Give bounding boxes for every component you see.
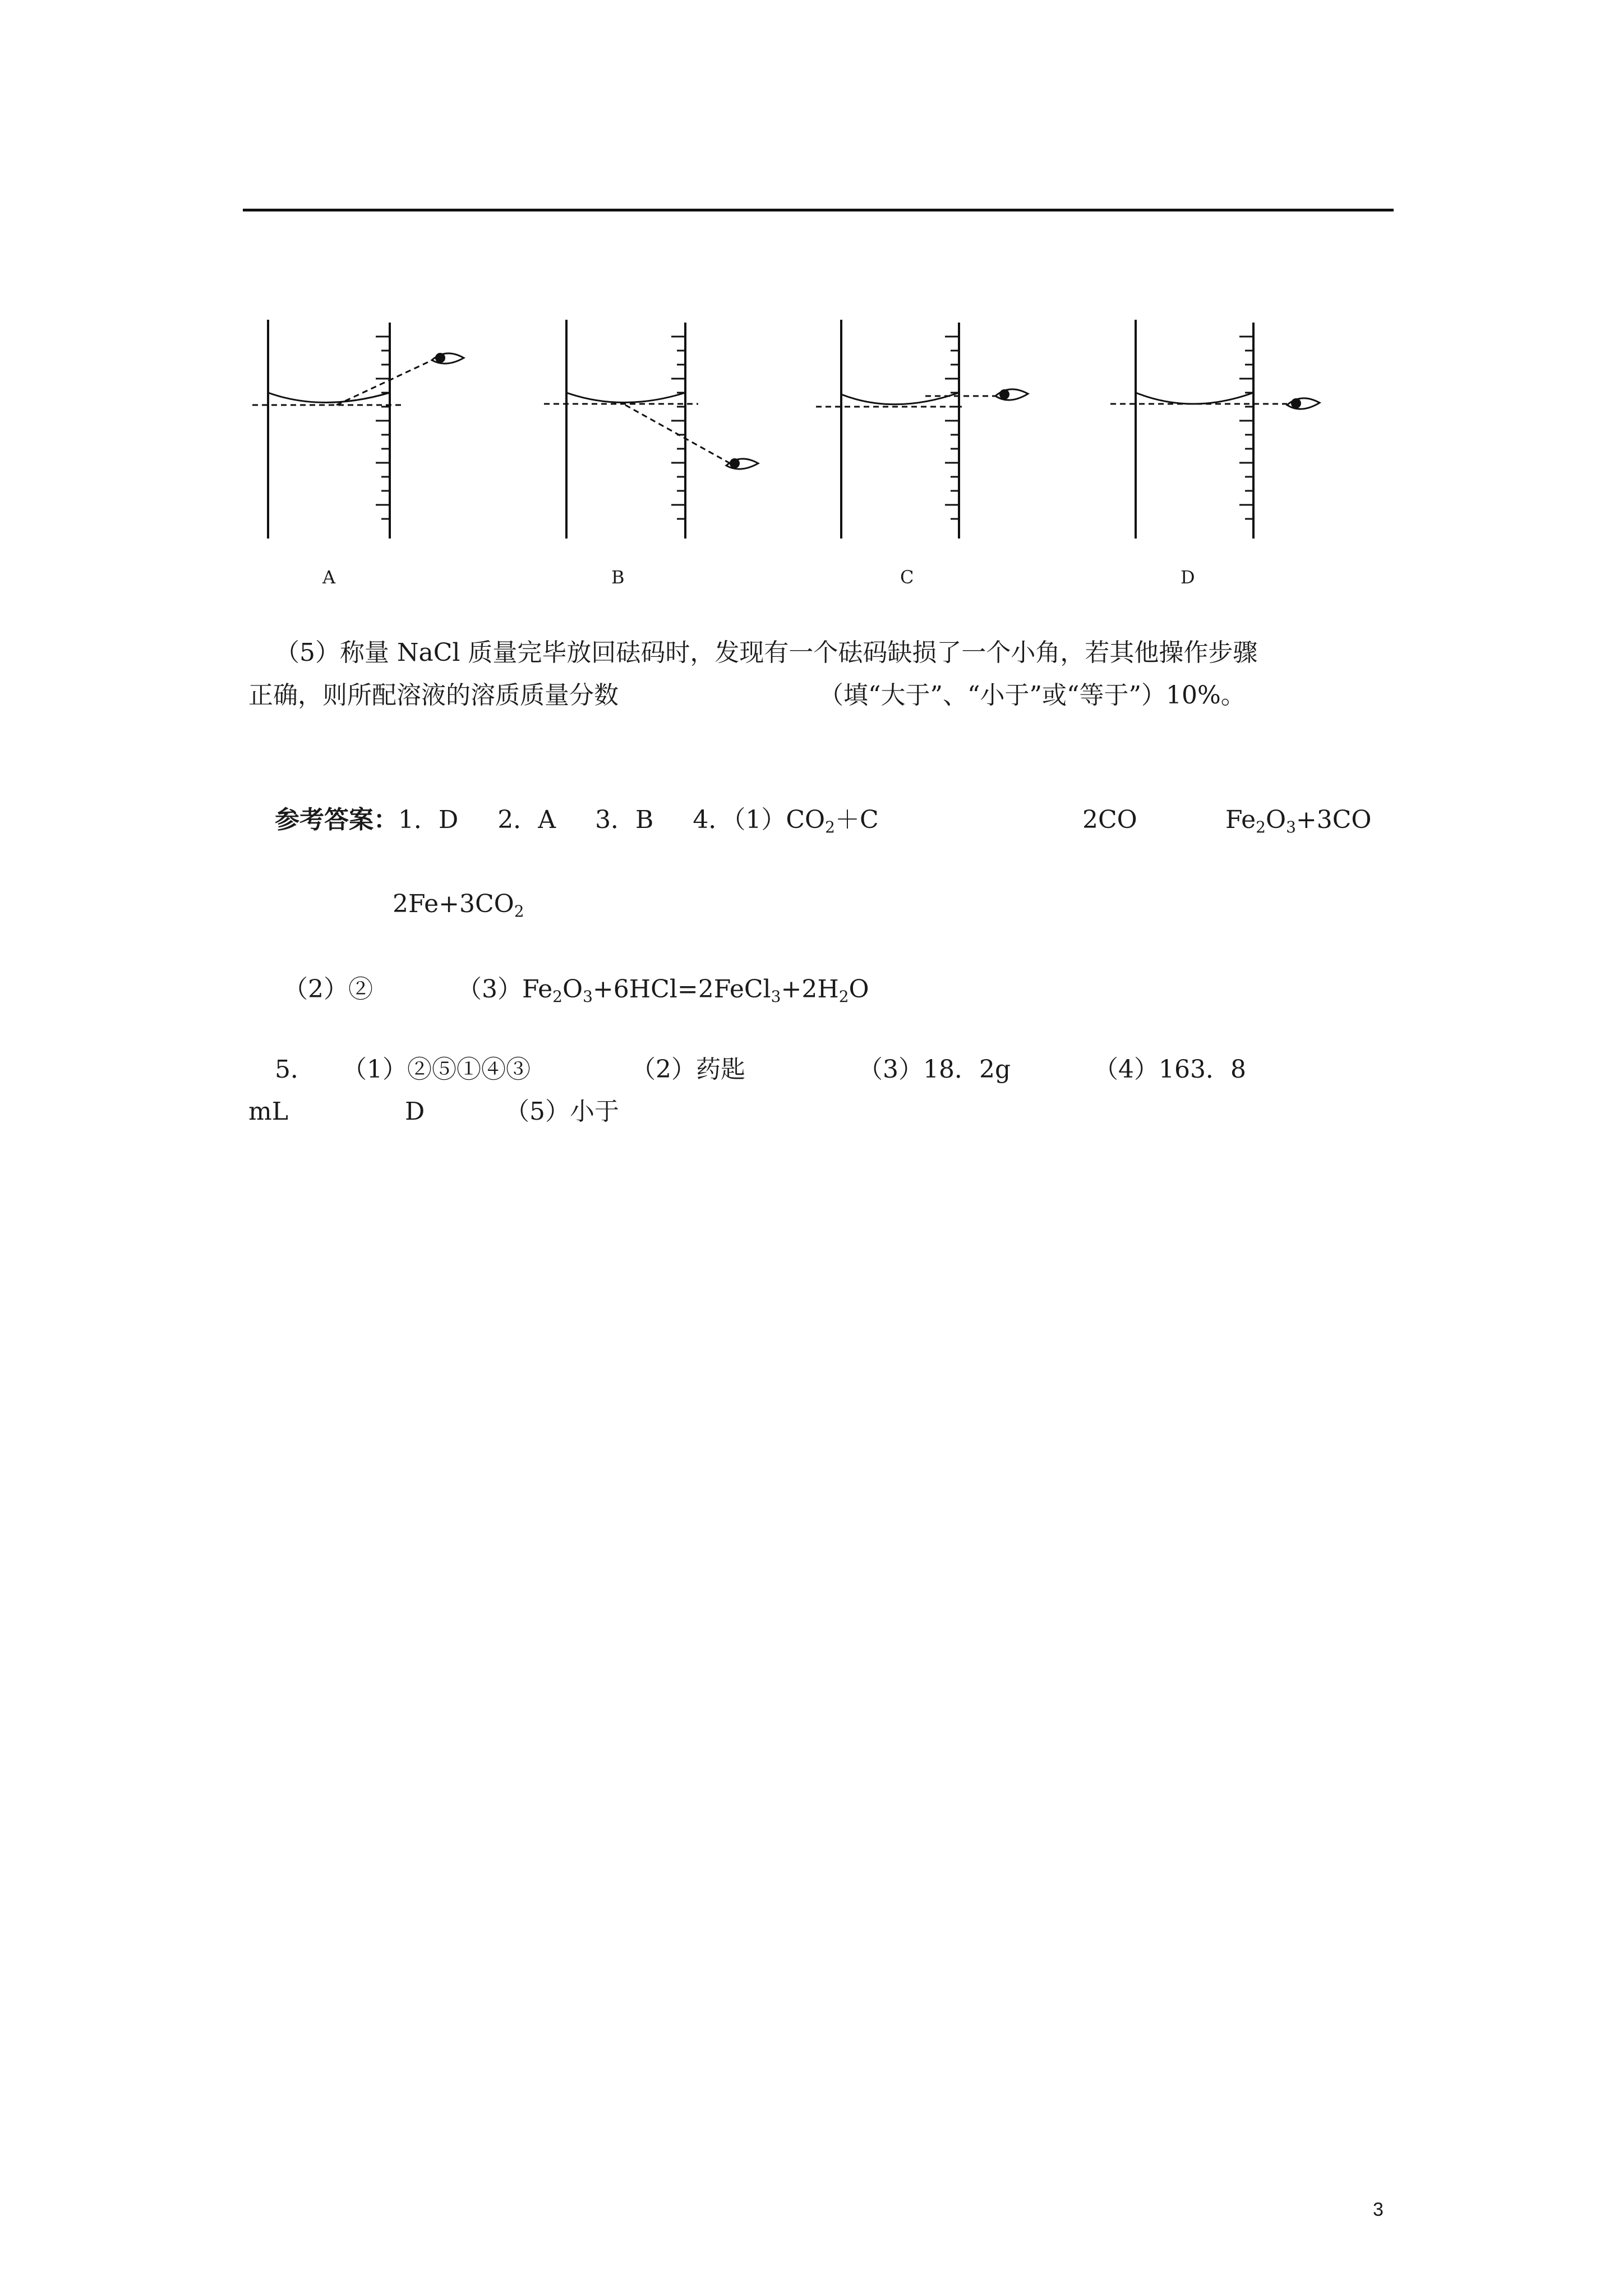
answer-4-sub: 2	[825, 818, 835, 836]
answers-heading: 参考答案：	[275, 806, 398, 834]
figure-c	[816, 314, 1052, 588]
part3-end: +2H	[781, 975, 839, 1004]
part3-sub4: 2	[838, 987, 849, 1006]
page-number: 3	[1373, 2199, 1384, 2220]
answer-4-second-equation	[1225, 806, 1372, 836]
header-rule	[243, 209, 1394, 211]
answer-4-part2: （2）②	[283, 975, 373, 1004]
answer-4-plus-c: ＋C	[834, 806, 879, 834]
answer-5-part4: （4）163．8	[1094, 1055, 1246, 1084]
figure-label-b: B	[611, 567, 625, 588]
answer-5-number: 5．	[275, 1055, 315, 1084]
answer-1: 1．D	[398, 806, 459, 834]
co2-sub: 2	[514, 902, 524, 921]
question5-line1: （5）称量 NaCl 质量完毕放回砝码时，发现有一个砝码缺损了一个小角，若其他操作步骤	[275, 638, 1258, 667]
part3-mid: +6HCl=2FeCl	[592, 975, 771, 1004]
figure-label-c: C	[900, 567, 914, 588]
part3-o: O	[562, 975, 583, 1004]
fe-sub: 2	[1256, 818, 1266, 836]
part3-end2: O	[849, 975, 869, 1004]
answer-5-part2: （2）药匙	[631, 1055, 745, 1084]
answer-2: 2．A	[497, 806, 556, 834]
answers-line1	[275, 806, 879, 836]
plus-3co: +3CO	[1295, 806, 1372, 834]
cylinder-b-graphic	[538, 314, 774, 561]
product-2fe-3co: 2Fe+3CO	[393, 890, 514, 918]
fe-symbol: Fe	[1225, 806, 1256, 834]
cylinder-a-graphic	[244, 314, 479, 561]
answer-4-part3	[457, 975, 869, 1006]
o-sub: 3	[1286, 818, 1296, 836]
figure-d	[1108, 314, 1343, 588]
answer-5-unit: mL	[248, 1097, 288, 1126]
answer-5-part3: （3）18．2g	[858, 1055, 1011, 1084]
figure-label-a: A	[322, 567, 336, 588]
question5-line2-start: 正确，则所配溶液的溶质质量分数	[248, 681, 619, 710]
part3-sub2: 3	[583, 987, 593, 1006]
o-symbol: O	[1266, 806, 1287, 834]
answer-4-reactants: 4．（1）CO	[693, 806, 826, 834]
figure-b	[538, 314, 774, 588]
answer-3: 3．B	[595, 806, 654, 834]
part3-prefix: （3）Fe	[457, 975, 553, 1004]
answer-4-second-product	[393, 890, 524, 921]
answer-4-product: 2CO	[1082, 806, 1137, 834]
part3-sub1: 2	[552, 987, 562, 1006]
cylinder-d-graphic	[1108, 314, 1343, 561]
figure-label-d: D	[1181, 567, 1195, 588]
part3-sub3: 3	[771, 987, 781, 1006]
cylinder-c-graphic	[816, 314, 1052, 561]
answer-5-choice: D	[405, 1097, 425, 1126]
question5-line2-end: （填“大于”、“小于”或“等于”）10%。	[819, 681, 1246, 710]
answer-5-part1: （1）②⑤①④③	[342, 1055, 531, 1084]
answer-5-part5: （5）小于	[505, 1097, 619, 1126]
figure-a	[244, 314, 479, 588]
